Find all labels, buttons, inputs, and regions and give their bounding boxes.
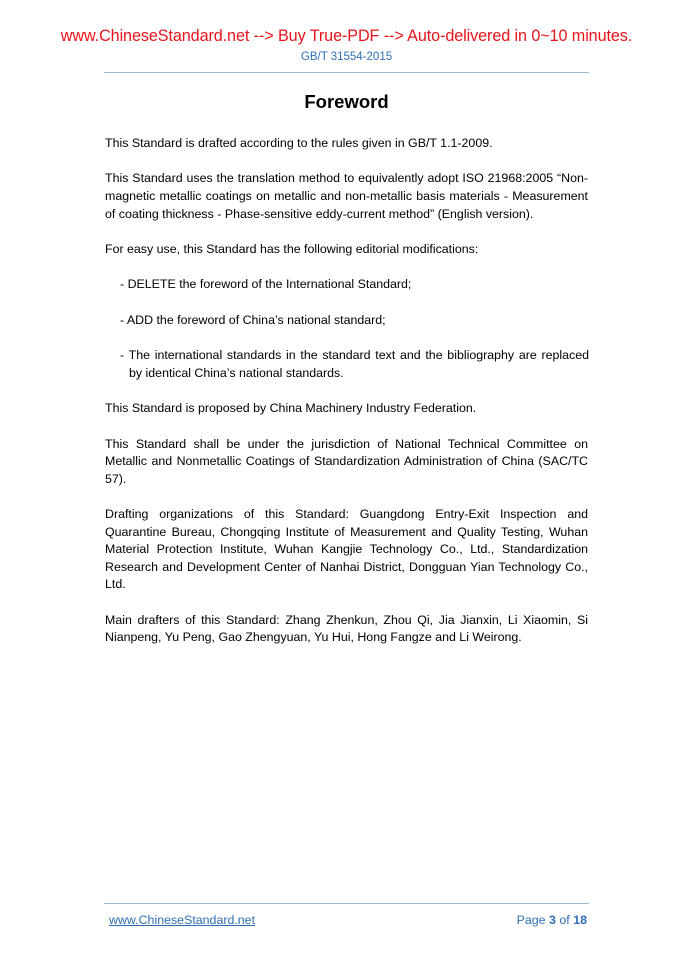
paragraph-jurisdiction: This Standard shall be under the jurisdiction of National Technical Committee on Metallic and Nonmetallic Coatings of Standardization Administration of China (SAC/TC 57).: [105, 436, 588, 486]
document-code: GB/T 31554-2015: [300, 51, 393, 63]
paragraph-adoption: This Standard uses the translation method to equivalently adopt ISO 21968:2005 “Non-magnetic metallic coatings on metallic and non-metallic basis materials - Measurement of coating thickness - Phase-sensitive eddy-current method” (English version).: [105, 171, 588, 221]
paragraph-modifications-intro: For easy use, this Standard has the following editorial modifications:: [105, 241, 479, 256]
purchase-banner: www.ChineseStandard.net --> Buy True-PDF --> Auto-delivered in 0~10 minutes.: [60, 27, 633, 45]
page-total: 18: [573, 913, 587, 927]
page-number: [517, 913, 587, 927]
page-current: 3: [549, 913, 556, 927]
footer-divider: [104, 903, 589, 904]
paragraph-proposer: This Standard is proposed by China Machinery Industry Federation.: [105, 401, 477, 416]
paragraph-main-drafters: Main drafters of this Standard: Zhang Zhenkun, Zhou Qi, Jia Jianxin, Li Xiaomin, Si Nianpeng, Yu Peng, Gao Zhengyuan, Yu Hui, Hong Fangze and Li Weirong.: [105, 612, 588, 645]
page-title: Foreword: [304, 91, 389, 112]
modification-item: - The international standards in the standard text and the bibliography are replaced by identical China’s national standards.: [120, 348, 589, 380]
modification-item: - DELETE the foreword of the International Standard;: [120, 277, 412, 292]
page-of-label: of: [559, 913, 570, 927]
website-link[interactable]: www.ChineseStandard.net: [109, 913, 256, 927]
page-label: Page: [516, 913, 546, 927]
modification-item: - ADD the foreword of China’s national standard;: [120, 312, 386, 327]
paragraph-drafting-rules: This Standard is drafted according to the rules given in GB/T 1.1-2009.: [105, 136, 493, 150]
header-divider: [104, 72, 589, 73]
foreword-body: [105, 135, 588, 665]
paragraph-drafting-organizations: Drafting organizations of this Standard: Guangdong Entry-Exit Inspection and Quarantine Bureau, Chongqing Institute of Measurement and Quality Testing, Wuhan Material Protection Institute, Wuhan Kangjie Technology Co., Ltd., Standardization Research and Development Center of Nanhai District, Dongguan Yian Technology Co., Ltd.: [105, 507, 588, 592]
